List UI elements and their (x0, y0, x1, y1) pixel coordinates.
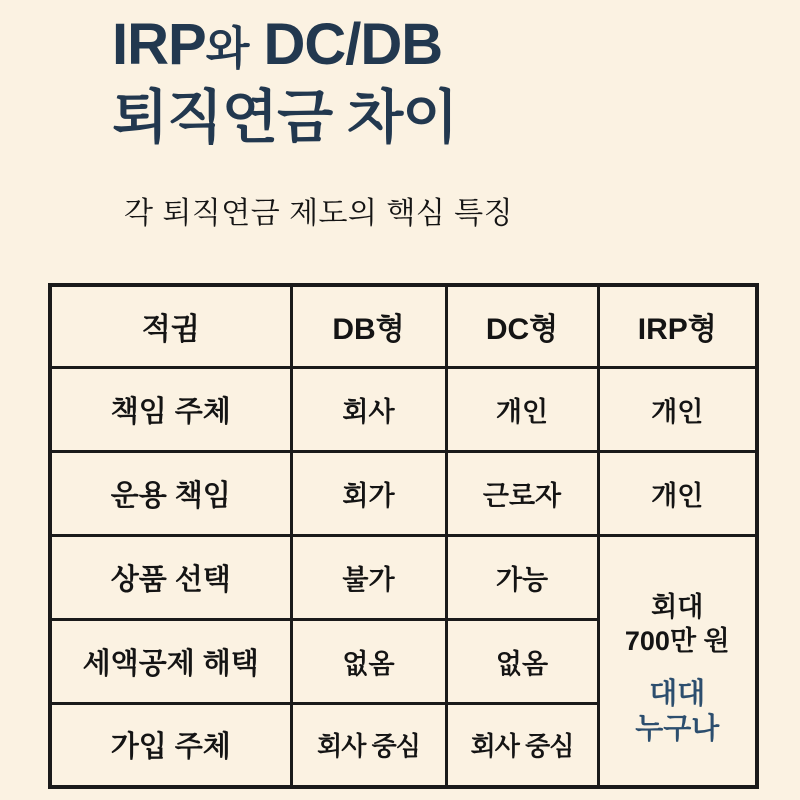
table-row-product-choice (50, 535, 757, 619)
header-category: 적귐 (50, 285, 291, 367)
cell-responsibility-db: 회사 (291, 367, 446, 451)
cell-management-db: 회가 (291, 451, 446, 535)
title-latin-irp: IRP (112, 12, 206, 77)
cell-irp-merged (598, 535, 757, 787)
irp-merged-line2: 700만 원 (624, 625, 730, 656)
irp-merged-navy-text (635, 677, 719, 747)
row-label-enrollment: 가입 주체 (50, 703, 291, 787)
header-dc: DC형 (446, 285, 598, 367)
cell-product-choice-db: 불가 (291, 535, 446, 619)
irp-merged-line1: 회대 (651, 592, 704, 623)
cell-tax-benefit-dc: 없옴 (446, 619, 598, 703)
title-latin-dcdb: DC/DB (248, 12, 443, 77)
irp-merged-line4: 누구나 (635, 712, 720, 745)
irp-merged-black-text (625, 591, 730, 659)
title-particle: 와 (205, 23, 249, 74)
row-label-management: 운용 책임 (50, 451, 291, 535)
table-header-row (50, 285, 757, 367)
row-label-product-choice: 상품 선택 (50, 535, 291, 619)
cell-responsibility-dc: 개인 (446, 367, 598, 451)
table-row-responsibility (50, 367, 757, 451)
row-label-tax-benefit: 세액공제 해택 (50, 619, 291, 703)
header-db: DB형 (291, 285, 446, 367)
page-title (112, 8, 457, 154)
row-label-responsibility: 책임 주체 (50, 367, 291, 451)
header-irp: IRP형 (598, 285, 757, 367)
irp-merged-line3: 대대 (649, 677, 706, 710)
cell-responsibility-irp: 개인 (598, 367, 757, 451)
pension-comparison-table (48, 283, 759, 789)
cell-enrollment-db: 회사 중심 (291, 703, 446, 787)
title-line2: 퇴직연금 차이 (112, 85, 458, 151)
cell-management-irp: 개인 (598, 451, 757, 535)
cell-product-choice-dc: 가능 (446, 535, 598, 619)
page-subtitle: 각 퇴직연금 제도의 핵심 특징 (124, 197, 514, 230)
cell-tax-benefit-db: 없옴 (291, 619, 446, 703)
cell-enrollment-dc: 회사 중심 (446, 703, 598, 787)
irp-merged-content (600, 575, 756, 746)
table-row-management (50, 451, 757, 535)
cell-management-dc: 근로자 (446, 451, 598, 535)
